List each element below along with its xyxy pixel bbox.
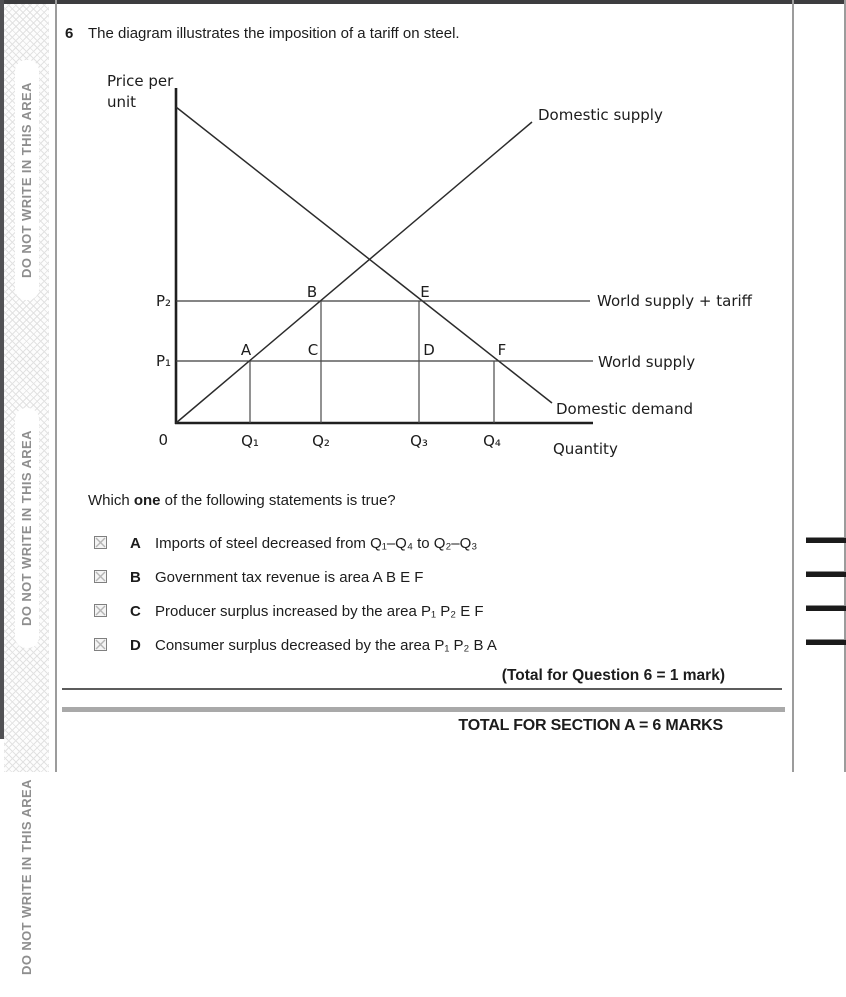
- option-row-c[interactable]: [0, 603, 780, 625]
- option-row-a[interactable]: [0, 535, 780, 557]
- do-not-write-watermark: DO NOT WRITE IN THIS AREA: [15, 60, 39, 300]
- origin-label: 0: [158, 431, 168, 449]
- option-text: Government tax revenue is area A B E F: [155, 569, 424, 586]
- question-prompt: [88, 492, 396, 509]
- binding-mark: [806, 572, 846, 577]
- binding-mark: [806, 606, 846, 611]
- option-letter: B: [130, 569, 141, 586]
- question-number: 6: [65, 25, 74, 42]
- answer-checkbox-icon[interactable]: [94, 604, 107, 617]
- q1-label: Q₁: [241, 432, 259, 450]
- binding-mark: [806, 640, 846, 645]
- option-letter: D: [130, 637, 141, 654]
- question-title: The diagram illustrates the imposition of a tariff on steel.: [88, 25, 460, 42]
- question-total-marks: (Total for Question 6 = 1 mark): [501, 667, 725, 684]
- section-total-marks: TOTAL FOR SECTION A = 6 MARKS: [458, 717, 723, 734]
- p2-label: P₂: [155, 292, 171, 310]
- point-d-label: D: [423, 341, 435, 359]
- option-letter: A: [130, 535, 141, 552]
- domestic-demand-label: Domestic demand: [556, 400, 694, 418]
- p1-label: P₁: [155, 352, 171, 370]
- option-letter: C: [130, 603, 141, 620]
- world-supply-label: World supply: [598, 353, 696, 371]
- answer-checkbox-icon[interactable]: [94, 536, 107, 549]
- point-f-label: F: [497, 341, 507, 359]
- point-a-label: A: [240, 341, 252, 359]
- option-text: Imports of steel decreased from Q₁–Q₄ to Q₂–Q₃: [155, 535, 478, 552]
- footer-divider-thin: [62, 688, 782, 690]
- q3-label: Q₃: [410, 432, 428, 450]
- answer-checkbox-icon[interactable]: [94, 638, 107, 651]
- answer-checkbox-icon[interactable]: [94, 570, 107, 583]
- option-text: Consumer surplus decreased by the area P₁ P₂ B A: [155, 637, 497, 654]
- footer-divider-thick: [62, 707, 785, 712]
- option-text: Producer surplus increased by the area P₁ P₂ E F: [155, 603, 484, 620]
- option-row-d[interactable]: [0, 637, 780, 659]
- y-axis-label-line2: unit: [107, 93, 137, 111]
- do-not-write-watermark-partial: DO NOT WRITE IN THIS AREA: [19, 779, 34, 975]
- domestic-supply-curve: [176, 122, 532, 423]
- domestic-supply-label: Domestic supply: [538, 106, 663, 124]
- x-axis-label: Quantity: [553, 440, 618, 458]
- point-e-label: E: [420, 283, 430, 301]
- do-not-write-watermark: DO NOT WRITE IN THIS AREA: [15, 408, 39, 648]
- binding-mark: [806, 538, 846, 543]
- prompt-post: of the following statements is true?: [160, 492, 396, 509]
- tariff-diagram: [0, 0, 846, 475]
- world-supply-tariff-label: World supply + tariff: [597, 292, 753, 310]
- option-row-b[interactable]: [0, 569, 780, 591]
- q4-label: Q₄: [483, 432, 501, 450]
- prompt-pre: Which: [88, 492, 134, 509]
- q2-label: Q₂: [312, 432, 330, 450]
- prompt-bold: one: [133, 492, 161, 509]
- domestic-demand-curve: [176, 107, 552, 403]
- point-c-label: C: [307, 341, 319, 359]
- y-axis-label-line1: Price per: [107, 72, 174, 90]
- point-b-label: B: [306, 283, 318, 301]
